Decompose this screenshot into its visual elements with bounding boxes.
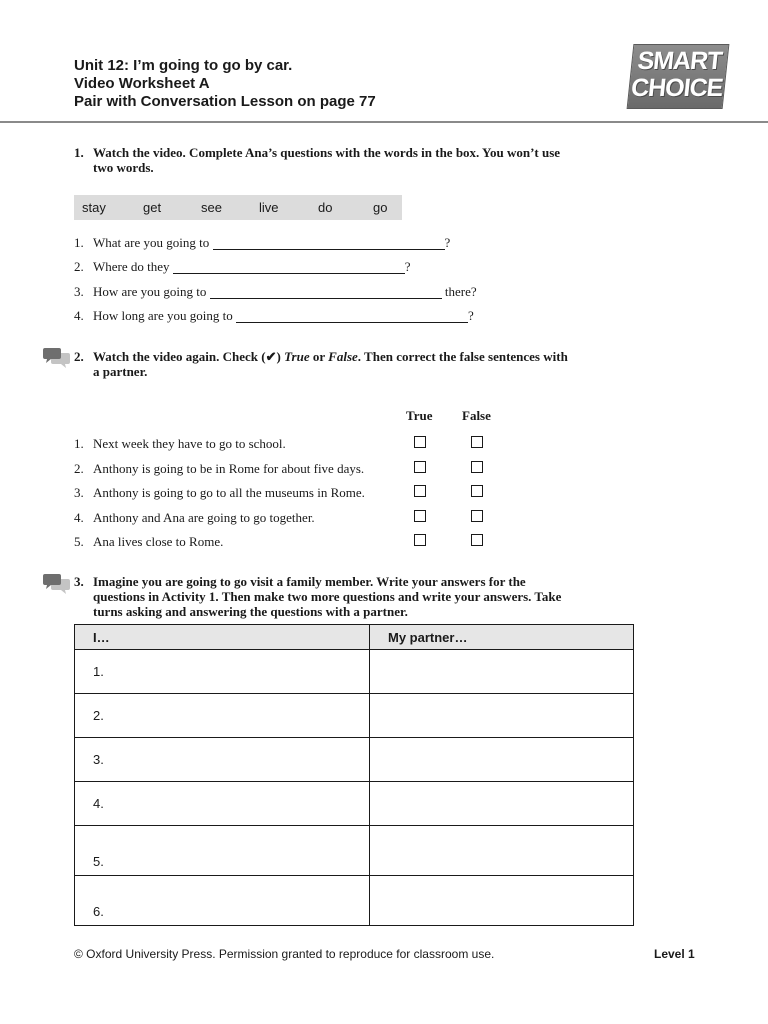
true-column-header: True (406, 408, 433, 423)
false-checkbox[interactable] (471, 534, 483, 546)
activity-3-instruction: 3. Imagine you are going to go visit a family member. Write your answers for the questions in Activity 1. Then make two more questions and write your answers. Take turns asking and answering the questions with a partner. (74, 574, 562, 619)
lesson-pairing: Pair with Conversation Lesson on page 77 (74, 93, 376, 110)
true-checkbox[interactable] (414, 485, 426, 497)
partner-answer-cell[interactable] (370, 876, 634, 926)
word-box (74, 195, 402, 220)
smart-choice-logo: SMART CHOICE (627, 44, 730, 109)
true-checkbox[interactable] (414, 436, 426, 448)
my-answer-cell[interactable]: 6. (75, 876, 370, 926)
copyright-notice: © Oxford University Press. Permission granted to reproduce for classroom use. (74, 947, 495, 961)
table-row (75, 738, 634, 782)
partner-answer-cell[interactable] (370, 826, 634, 876)
pair-work-icon (43, 347, 71, 369)
my-answer-cell[interactable]: 5. (75, 826, 370, 876)
word-box-word: see (201, 200, 222, 215)
my-answer-cell[interactable]: 2. (75, 694, 370, 738)
partner-answer-cell[interactable] (370, 650, 634, 694)
unit-title: Unit 12: I’m going to go by car. (74, 57, 293, 74)
activity-1-instruction: 1. Watch the video. Complete Ana’s questions with the words in the box. You won’t use two words. (74, 145, 561, 175)
my-answer-cell[interactable]: 4. (75, 782, 370, 826)
false-checkbox[interactable] (471, 436, 483, 448)
word-box-word: stay (82, 200, 106, 215)
worksheet-title: Video Worksheet A (74, 75, 210, 92)
table-row (75, 782, 634, 826)
true-checkbox[interactable] (414, 510, 426, 522)
false-checkbox[interactable] (471, 485, 483, 497)
pair-work-icon (43, 573, 71, 595)
column-header-me: I… (75, 625, 370, 650)
answer-blank[interactable] (213, 236, 445, 250)
worksheet-header (74, 57, 376, 111)
level-label: Level 1 (654, 947, 695, 961)
answer-table (74, 624, 634, 926)
my-answer-cell[interactable]: 3. (75, 738, 370, 782)
answer-blank[interactable] (236, 309, 468, 323)
word-box-word: get (143, 200, 162, 215)
table-row (75, 826, 634, 876)
answer-blank[interactable] (173, 260, 405, 274)
table-row (75, 876, 634, 926)
false-column-header: False (462, 408, 491, 423)
table-row (75, 694, 634, 738)
partner-answer-cell[interactable] (370, 694, 634, 738)
header-divider (0, 121, 768, 123)
answer-blank[interactable] (210, 285, 442, 299)
true-checkbox[interactable] (414, 534, 426, 546)
word-box-word: do (318, 200, 333, 215)
word-box-word: go (373, 200, 388, 215)
my-answer-cell[interactable]: 1. (75, 650, 370, 694)
false-checkbox[interactable] (471, 510, 483, 522)
partner-answer-cell[interactable] (370, 738, 634, 782)
true-checkbox[interactable] (414, 461, 426, 473)
table-row (75, 650, 634, 694)
activity-2-instruction: 2. Watch the video again. Check (✔) True or False. Then correct the false sentences with a partner. (74, 349, 568, 379)
column-header-partner: My partner… (370, 625, 634, 650)
word-box-word: live (259, 200, 279, 215)
partner-answer-cell[interactable] (370, 782, 634, 826)
false-checkbox[interactable] (471, 461, 483, 473)
